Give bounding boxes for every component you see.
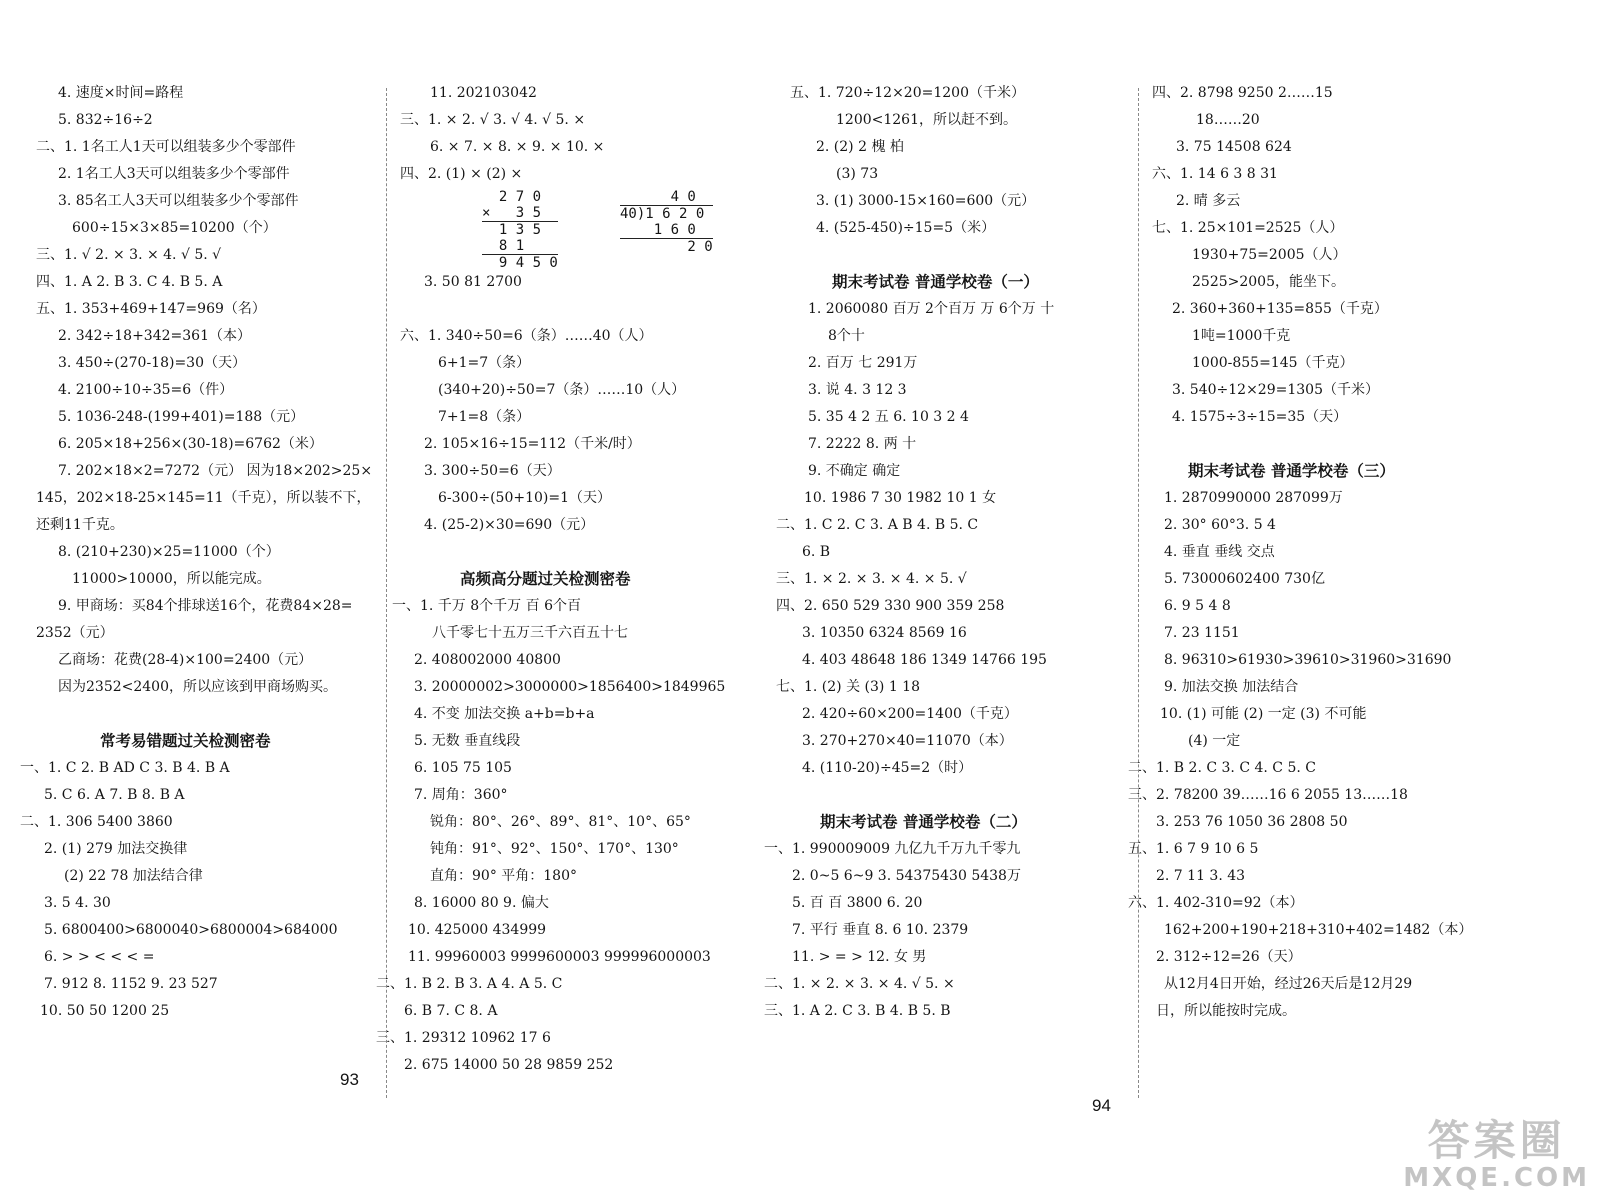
answer-text: 二、1. B 2. B 3. A 4. A 5. C — [376, 976, 563, 992]
answer-text: 还剩11千克。 — [36, 517, 124, 533]
page-number-left: 93 — [340, 1070, 359, 1089]
answer-text: 7. 23 1151 — [1164, 625, 1240, 641]
answer-text: 3. 10350 6324 8569 16 — [802, 625, 967, 641]
answer-text: 8. 96310>61930>39610>31960>31690 — [1164, 652, 1452, 668]
answer-line — [0, 269, 1472, 296]
answer-text: 直角：90° 平角：180° — [430, 868, 577, 884]
answer-text: 2352（元） — [36, 625, 114, 641]
answer-text: 七、1. (2) 关 (3) 1 18 — [776, 679, 920, 695]
section-heading — [0, 458, 1472, 485]
answer-text: 8. 16000 80 9. 偏大 — [414, 895, 549, 911]
answer-text: 2. 360+360+135=855（千克） — [1172, 301, 1388, 317]
answer-text: 5. 6800400>6800040>6800004>684000 — [44, 922, 338, 938]
answer-text: 600÷15×3×85=10200（个） — [72, 220, 277, 236]
answer-line — [0, 539, 1472, 566]
answer-text: 9. 甲商场：买84个排球送16个，花费84×28= — [58, 598, 353, 614]
answer-line — [0, 404, 1472, 431]
answer-text: 6. × 7. × 8. × 9. × 10. × — [430, 139, 605, 155]
calc-row: 1 3 5 — [482, 222, 542, 238]
answer-text: 2. 675 14000 50 28 9859 252 — [404, 1057, 614, 1073]
answer-text: 二、1. 306 5400 3860 — [20, 814, 173, 830]
answer-text: 7. 202×18×2=7272（元） 因为18×202>25× — [58, 463, 373, 479]
answer-line — [0, 512, 1472, 539]
answer-text: 三、1. A 2. C 3. B 4. B 5. B — [764, 1003, 951, 1019]
answer-text: 5. 73000602400 730亿 — [1164, 571, 1325, 587]
answer-text: 2. 312÷12=26（天） — [1156, 949, 1302, 965]
answer-text: 3. 说 4. 3 12 3 — [808, 382, 907, 398]
answer-text: 8个十 — [828, 328, 865, 344]
answer-text: 2. 晴 多云 — [1176, 193, 1241, 209]
answer-text: 四、2. 650 529 330 900 359 258 — [776, 598, 1005, 614]
column-divider-right — [1138, 88, 1139, 1098]
answer-text: 6. B 7. C 8. A — [404, 1003, 498, 1019]
answer-text: 七、1. 25×101=2525（人） — [1152, 220, 1344, 236]
answer-text: 7. 912 8. 1152 9. 23 527 — [44, 976, 218, 992]
answer-text: 4. (110-20)÷45=2（时） — [802, 760, 973, 776]
answer-line — [0, 971, 1472, 998]
answer-text: 一、1. 990009009 九亿九千万九千零九 — [764, 841, 1021, 857]
answer-text: 9. 加法交换 加法结合 — [1164, 679, 1299, 695]
calc-row: 4 0 — [620, 189, 696, 205]
answer-line — [0, 863, 1472, 890]
answer-line — [0, 242, 1472, 269]
answer-text: 常考易错题过关检测密卷 — [100, 732, 271, 750]
page-number-right: 94 — [1092, 1096, 1111, 1115]
answer-text: 1200<1261，所以赶不到。 — [836, 112, 1017, 128]
answer-text: 三、1. 29312 10962 17 6 — [376, 1030, 551, 1046]
answer-line — [0, 755, 1472, 782]
answer-text: 6. B — [802, 544, 831, 560]
answer-text: 2. 30° 60°3. 5 4 — [1164, 517, 1276, 533]
answer-text: 11000>10000，所以能完成。 — [72, 571, 271, 587]
answer-text: 3. 5 4. 30 — [44, 895, 111, 911]
answer-text: 9. 不确定 确定 — [808, 463, 901, 479]
answer-text: 6+1=7（条） — [438, 355, 531, 371]
answer-text: 2. 408002000 40800 — [414, 652, 561, 668]
answer-text: 三、2. 78200 39……16 6 2055 13……18 — [1128, 787, 1408, 803]
answer-text: 3. 50 81 2700 — [424, 274, 522, 290]
answer-text: 3. 253 76 1050 36 2808 50 — [1156, 814, 1348, 830]
answer-text: 六、1. 340÷50=6（条）……40（人） — [400, 328, 653, 344]
answer-text: 1930+75=2005（人） — [1192, 247, 1347, 263]
answer-text: 3. 270+270×40=11070（本） — [802, 733, 1013, 749]
answer-text: 三、1. × 2. × 3. × 4. × 5. √ — [776, 571, 967, 587]
answer-text: 1吨=1000千克 — [1192, 328, 1291, 344]
answer-text: 日，所以能按时完成。 — [1156, 1003, 1296, 1019]
answer-line — [0, 674, 1472, 701]
answer-text: 从12月4日开始，经过26天后是12月29 — [1164, 976, 1413, 992]
answer-text: 4. 2100÷10÷35=6（件） — [58, 382, 234, 398]
answer-line — [0, 323, 1472, 350]
calc-row: 8 1 — [482, 238, 558, 255]
answer-text: 2. (1) 279 加法交换律 — [44, 841, 188, 857]
answer-text: 4. 1575÷3÷15=35（天） — [1172, 409, 1348, 425]
answer-line — [0, 701, 1472, 728]
answer-line — [0, 107, 1472, 134]
watermark-logo — [1403, 1118, 1590, 1192]
answer-text: 4. (525-450)÷15=5（米） — [816, 220, 996, 236]
answer-text: 18……20 — [1196, 112, 1260, 128]
answer-line — [0, 566, 1472, 593]
answer-line — [0, 161, 1472, 188]
long-division — [620, 189, 713, 255]
answer-line — [0, 80, 1472, 107]
answer-line — [0, 782, 1472, 809]
answer-line — [0, 350, 1472, 377]
calc-row: 2 0 — [620, 239, 713, 255]
calc-row: 2 7 0 — [482, 189, 542, 205]
answer-text: 五、1. 720÷12×20=1200（千米） — [790, 85, 1025, 101]
answer-text: 六、1. 14 6 3 8 31 — [1152, 166, 1278, 182]
answer-text: 5. 无数 垂直线段 — [414, 733, 521, 749]
answer-text: 11. > = > 12. 女 男 — [792, 949, 927, 965]
answer-text: (3) 73 — [836, 166, 879, 182]
calc-row: × 3 5 — [482, 205, 558, 222]
answer-text: 3. 540÷12×29=1305（千米） — [1172, 382, 1379, 398]
answer-line — [0, 296, 1472, 323]
answer-text: 四、2. 8798 9250 2……15 — [1152, 85, 1333, 101]
answer-line — [0, 917, 1472, 944]
answer-text: 锐角：80°、26°、89°、81°、10°、65° — [430, 814, 691, 830]
answer-text: 二、1. C 2. C 3. A B 4. B 5. C — [776, 517, 979, 533]
answer-text: 11. 202103042 — [430, 85, 537, 101]
watermark-text: 答案圈 — [1427, 1116, 1566, 1165]
answer-text: 7. 周角：360° — [414, 787, 508, 803]
answer-line — [0, 620, 1472, 647]
answer-text: 4. 垂直 垂线 交点 — [1164, 544, 1275, 560]
answer-text: 5. 35 4 2 五 6. 10 3 2 4 — [808, 409, 969, 425]
answer-text: 3. 75 14508 624 — [1176, 139, 1292, 155]
column-divider-left — [386, 88, 387, 1098]
answer-text: 三、1. √ 2. × 3. × 4. √ 5. √ — [36, 247, 222, 263]
calc-row: 1 6 0 — [620, 222, 713, 239]
answer-text: 五、1. 353+469+147=969（名） — [36, 301, 266, 317]
answer-text: 五、1. 6 7 9 10 6 5 — [1128, 841, 1259, 857]
watermark-url: MXQE.COM — [1403, 1163, 1590, 1193]
answer-text: 7. 2222 8. 两 十 — [808, 436, 917, 452]
answer-text: 四、2. (1) × (2) × — [400, 166, 523, 182]
answer-text: 10. 425000 434999 — [408, 922, 547, 938]
answer-text: 期末考试卷 普通学校卷（一） — [832, 273, 1039, 291]
answer-text: 2. 百万 七 291万 — [808, 355, 918, 371]
answer-line — [0, 377, 1472, 404]
answer-text: 2. 342÷18+342=361（本） — [58, 328, 251, 344]
answer-text: 10. (1) 可能 (2) 一定 (3) 不可能 — [1160, 706, 1367, 722]
answer-text: (340+20)÷50=7（条）……10（人） — [438, 382, 686, 398]
answer-text: 145，202×18-25×145=11（千克），所以装不下， — [36, 490, 371, 506]
answer-text: 5. 百 百 3800 6. 20 — [792, 895, 923, 911]
answer-text: 二、1. × 2. × 3. × 4. √ 5. × — [764, 976, 955, 992]
answer-text: 6. 205×18+256×(30-18)=6762（米） — [58, 436, 323, 452]
answer-text: 2525>2005，能坐下。 — [1192, 274, 1345, 290]
answer-line — [0, 809, 1472, 836]
answer-text: 10. 1986 7 30 1982 10 1 女 — [804, 490, 997, 506]
answer-text: 乙商场：花费(28-4)×100=2400（元） — [58, 652, 313, 668]
answer-text: (4) 一定 — [1188, 733, 1241, 749]
answer-line — [0, 728, 1472, 755]
answer-text: 六、1. 402-310=92（本） — [1128, 895, 1304, 911]
answer-line — [0, 1052, 725, 1079]
answer-text: 7. 平行 垂直 8. 6 10. 2379 — [792, 922, 969, 938]
answer-line — [0, 485, 1472, 512]
answer-text: 162+200+190+218+310+402=1482（本） — [1164, 922, 1473, 938]
answer-text: 2. 105×16÷15=112（千米/时） — [424, 436, 641, 452]
answer-line — [0, 593, 1472, 620]
answer-text: 一、1. 千万 8个千万 百 6个百 — [392, 598, 581, 614]
answer-text: 6. 9 5 4 8 — [1164, 598, 1231, 614]
answer-text: 一、1. C 2. B AD C 3. B 4. B A — [20, 760, 230, 776]
answer-text: 2. (2) 2 槐 柏 — [816, 139, 904, 155]
calc-row: 40)1 6 2 0 — [620, 205, 713, 222]
answer-text: 四、1. A 2. B 3. C 4. B 5. A — [36, 274, 223, 290]
answer-text: 10. 50 50 1200 25 — [40, 1003, 170, 1019]
answer-text: 三、1. × 2. √ 3. √ 4. √ 5. × — [400, 112, 586, 128]
answer-text: 1. 2870990000 287099万 — [1164, 490, 1343, 506]
answer-line — [0, 944, 1472, 971]
answer-text: 期末考试卷 普通学校卷（三） — [1188, 462, 1395, 480]
answer-text: 4. 速度×时间=路程 — [58, 85, 184, 101]
answer-text: 八千零七十五万三千六百五十七 — [432, 625, 628, 641]
answer-text: 期末考试卷 普通学校卷（二） — [820, 813, 1027, 831]
answer-line — [0, 836, 1472, 863]
answer-text: 3. 20000002>3000000>1856400>1849965 — [414, 679, 726, 695]
answer-line — [0, 188, 1472, 215]
answer-text: 4. 403 48648 186 1349 14766 195 — [802, 652, 1047, 668]
answer-line — [0, 890, 1472, 917]
vertical-multiplication — [482, 189, 558, 271]
answer-text: 3. 300÷50=6（天） — [424, 463, 561, 479]
answer-text: 3. (1) 3000-15×160=600（元） — [816, 193, 1036, 209]
answer-text: 1. 2060080 百万 2个百万 万 6个万 十 — [808, 301, 1055, 317]
answer-text: 因为2352<2400，所以应该到甲商场购买。 — [58, 679, 337, 695]
answer-text: 6. 105 75 105 — [414, 760, 512, 776]
answer-line — [0, 998, 1472, 1025]
answer-text: 3. 450÷(270-18)=30（天） — [58, 355, 246, 371]
answer-line — [0, 431, 1472, 458]
answer-line — [0, 215, 1472, 242]
answer-line — [0, 134, 1472, 161]
answer-text: 2. 0~5 6~9 3. 54375430 5438万 — [792, 868, 1021, 884]
answer-text: 1000-855=145（千克） — [1192, 355, 1354, 371]
answer-line — [0, 1025, 725, 1052]
answer-text: 8. (210+230)×25=11000（个） — [58, 544, 280, 560]
answer-text: 5. 1036-248-(199+401)=188（元） — [58, 409, 305, 425]
answer-text: 2. 420÷60×200=1400（千克） — [802, 706, 1018, 722]
answer-text: 二、1. 1名工人1天可以组装多少个零部件 — [36, 139, 296, 155]
answer-text: 2. 7 11 3. 43 — [1156, 868, 1246, 884]
answer-text: 7+1=8（条） — [438, 409, 531, 425]
answer-text: 2. 1名工人3天可以组装多少个零部件 — [58, 166, 290, 182]
answer-text: 6-300÷(50+10)=1（天） — [438, 490, 612, 506]
answer-text: 二、1. B 2. C 3. C 4. C 5. C — [1128, 760, 1316, 776]
answer-line — [0, 647, 1472, 674]
answer-text: 11. 99960003 9999600003 999996000003 — [408, 949, 711, 965]
answer-text: 5. 832÷16÷2 — [58, 112, 153, 128]
answer-text: 3. 85名工人3天可以组装多少个零部件 — [58, 193, 299, 209]
answer-text: 5. C 6. A 7. B 8. B A — [44, 787, 185, 803]
answer-text: 钝角：91°、92°、150°、170°、130° — [430, 841, 679, 857]
answer-text: 4. (25-2)×30=690（元） — [424, 517, 595, 533]
answer-text: 6. > > < < < = — [44, 949, 155, 965]
answer-text: 高频高分题过关检测密卷 — [460, 570, 631, 588]
answer-text: 4. 不变 加法交换 a+b=b+a — [414, 706, 595, 722]
answer-column-4 — [0, 80, 1472, 1025]
answer-text: (2) 22 78 加法结合律 — [64, 868, 203, 884]
calc-row: 9 4 5 0 — [482, 255, 558, 271]
